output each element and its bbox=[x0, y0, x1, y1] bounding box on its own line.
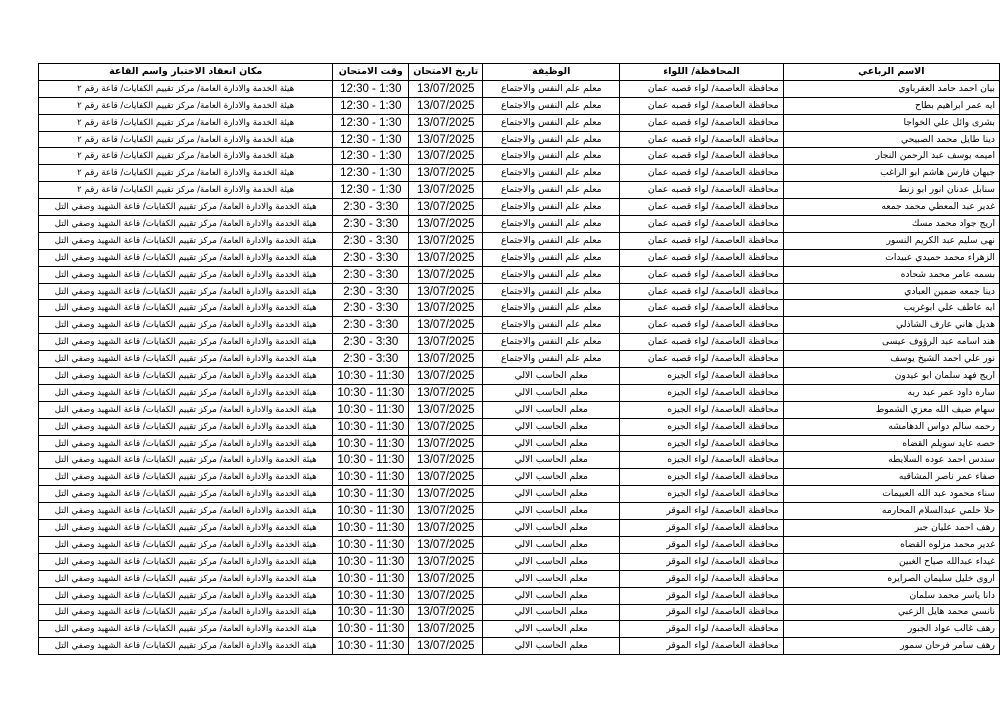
cell-time: 10:30 - 11:30 bbox=[333, 368, 409, 385]
cell-governorate: محافظة العاصمة/ لواء قصبه عمان bbox=[620, 165, 783, 182]
table-row bbox=[39, 300, 1000, 317]
header-date: تاريخ الامتحان bbox=[409, 64, 483, 81]
cell-name: نور علي احمد الشيخ يوسف bbox=[783, 351, 999, 368]
cell-name: نهى سليم عبد الكريم النسور bbox=[783, 232, 999, 249]
cell-name: بيان احمد حامد العقرباوي bbox=[783, 80, 999, 97]
cell-job: معلم الحاسب الالي bbox=[483, 368, 620, 385]
cell-job: معلم الحاسب الالي bbox=[483, 486, 620, 503]
table-row bbox=[39, 435, 1000, 452]
cell-name: دانا ياسر محمد سلمان bbox=[783, 587, 999, 604]
cell-name: سنابل عدنان انور ابو زنط bbox=[783, 182, 999, 199]
table-row bbox=[39, 317, 1000, 334]
cell-date: 13/07/2025 bbox=[409, 182, 483, 199]
cell-governorate: محافظة العاصمة/ لواء الموقر bbox=[620, 553, 783, 570]
cell-governorate: محافظة العاصمة/ لواء قصبه عمان bbox=[620, 182, 783, 199]
cell-job: معلم الحاسب الالي bbox=[483, 587, 620, 604]
cell-time: 10:30 - 11:30 bbox=[333, 469, 409, 486]
table-row bbox=[39, 232, 1000, 249]
cell-name: الزهراء محمد حميدي عبيدات bbox=[783, 249, 999, 266]
cell-date: 13/07/2025 bbox=[409, 587, 483, 604]
table-row bbox=[39, 638, 1000, 655]
cell-time: 10:30 - 11:30 bbox=[333, 553, 409, 570]
cell-name: غدير محمد مزلوه القضاه bbox=[783, 536, 999, 553]
table-row bbox=[39, 114, 1000, 131]
table-row bbox=[39, 334, 1000, 351]
table-row bbox=[39, 351, 1000, 368]
cell-venue: هيئة الخدمة والادارة العامة/ مركز تقييم الكفايات/ قاعة الشهيد وصفي التل bbox=[39, 368, 333, 385]
cell-governorate: محافظة العاصمة/ لواء الجيزه bbox=[620, 401, 783, 418]
cell-name: دينا جمعه ضمين العبادي bbox=[783, 283, 999, 300]
cell-time: 2:30 - 3:30 bbox=[333, 266, 409, 283]
cell-time: 2:30 - 3:30 bbox=[333, 317, 409, 334]
cell-governorate: محافظة العاصمة/ لواء قصبه عمان bbox=[620, 351, 783, 368]
cell-venue: هيئة الخدمة والادارة العامة/ مركز تقييم الكفايات/ قاعة رقم ٢ bbox=[39, 165, 333, 182]
cell-venue: هيئة الخدمة والادارة العامة/ مركز تقييم الكفايات/ قاعة الشهيد وصفي التل bbox=[39, 553, 333, 570]
cell-governorate: محافظة العاصمة/ لواء الموقر bbox=[620, 587, 783, 604]
cell-date: 13/07/2025 bbox=[409, 503, 483, 520]
cell-date: 13/07/2025 bbox=[409, 536, 483, 553]
cell-venue: هيئة الخدمة والادارة العامة/ مركز تقييم الكفايات/ قاعة الشهيد وصفي التل bbox=[39, 418, 333, 435]
cell-job: معلم الحاسب الالي bbox=[483, 452, 620, 469]
cell-job: معلم الحاسب الالي bbox=[483, 418, 620, 435]
cell-governorate: محافظة العاصمة/ لواء الموقر bbox=[620, 604, 783, 621]
cell-governorate: محافظة العاصمة/ لواء الموقر bbox=[620, 570, 783, 587]
cell-time: 2:30 - 3:30 bbox=[333, 216, 409, 233]
cell-governorate: محافظة العاصمة/ لواء قصبه عمان bbox=[620, 199, 783, 216]
cell-date: 13/07/2025 bbox=[409, 114, 483, 131]
cell-time: 2:30 - 3:30 bbox=[333, 249, 409, 266]
cell-venue: هيئة الخدمة والادارة العامة/ مركز تقييم الكفايات/ قاعة الشهيد وصفي التل bbox=[39, 401, 333, 418]
cell-name: ايه عاطف علي ابوغريب bbox=[783, 300, 999, 317]
cell-job: معلم الحاسب الالي bbox=[483, 384, 620, 401]
cell-date: 13/07/2025 bbox=[409, 553, 483, 570]
cell-date: 13/07/2025 bbox=[409, 199, 483, 216]
cell-job: معلم علم النفس والاجتماع bbox=[483, 182, 620, 199]
cell-time: 10:30 - 11:30 bbox=[333, 520, 409, 537]
cell-name: رحمه سالم دواس الدهامشه bbox=[783, 418, 999, 435]
cell-job: معلم علم النفس والاجتماع bbox=[483, 131, 620, 148]
cell-date: 13/07/2025 bbox=[409, 148, 483, 165]
cell-job: معلم علم النفس والاجتماع bbox=[483, 351, 620, 368]
cell-venue: هيئة الخدمة والادارة العامة/ مركز تقييم الكفايات/ قاعة رقم ٢ bbox=[39, 114, 333, 131]
cell-job: معلم علم النفس والاجتماع bbox=[483, 334, 620, 351]
cell-date: 13/07/2025 bbox=[409, 418, 483, 435]
cell-name: هديل هاني عارف الشاذلي bbox=[783, 317, 999, 334]
cell-time: 10:30 - 11:30 bbox=[333, 384, 409, 401]
header-governorate: المحافظة/ اللواء bbox=[620, 64, 783, 81]
table-row bbox=[39, 486, 1000, 503]
cell-time: 2:30 - 3:30 bbox=[333, 232, 409, 249]
cell-name: سهام ضيف الله معزي الشموط bbox=[783, 401, 999, 418]
header-venue: مكان انعقاد الاختبار واسم القاعة bbox=[39, 64, 333, 81]
header-name: الاسم الرباعي bbox=[783, 64, 999, 81]
cell-date: 13/07/2025 bbox=[409, 283, 483, 300]
cell-venue: هيئة الخدمة والادارة العامة/ مركز تقييم الكفايات/ قاعة رقم ٢ bbox=[39, 182, 333, 199]
cell-name: حلا حلمي عبدالسلام المحارمه bbox=[783, 503, 999, 520]
cell-time: 10:30 - 11:30 bbox=[333, 570, 409, 587]
table-row bbox=[39, 621, 1000, 638]
cell-governorate: محافظة العاصمة/ لواء الجيزه bbox=[620, 368, 783, 385]
cell-name: جيهان فارس هاشم ابو الراغب bbox=[783, 165, 999, 182]
cell-job: معلم علم النفس والاجتماع bbox=[483, 216, 620, 233]
cell-job: معلم علم النفس والاجتماع bbox=[483, 249, 620, 266]
header-time: وقت الامتحان bbox=[333, 64, 409, 81]
cell-venue: هيئة الخدمة والادارة العامة/ مركز تقييم الكفايات/ قاعة الشهيد وصفي التل bbox=[39, 520, 333, 537]
cell-job: معلم الحاسب الالي bbox=[483, 469, 620, 486]
table-row bbox=[39, 216, 1000, 233]
cell-job: معلم علم النفس والاجتماع bbox=[483, 165, 620, 182]
cell-time: 10:30 - 11:30 bbox=[333, 486, 409, 503]
cell-name: حصه عايد سويلم القضاه bbox=[783, 435, 999, 452]
table-row bbox=[39, 182, 1000, 199]
exam-schedule-sheet bbox=[38, 63, 1000, 655]
cell-governorate: محافظة العاصمة/ لواء الموقر bbox=[620, 520, 783, 537]
cell-time: 10:30 - 11:30 bbox=[333, 452, 409, 469]
cell-venue: هيئة الخدمة والادارة العامة/ مركز تقييم الكفايات/ قاعة الشهيد وصفي التل bbox=[39, 216, 333, 233]
cell-venue: هيئة الخدمة والادارة العامة/ مركز تقييم الكفايات/ قاعة الشهيد وصفي التل bbox=[39, 266, 333, 283]
cell-venue: هيئة الخدمة والادارة العامة/ مركز تقييم الكفايات/ قاعة رقم ٢ bbox=[39, 148, 333, 165]
cell-time: 10:30 - 11:30 bbox=[333, 587, 409, 604]
cell-job: معلم الحاسب الالي bbox=[483, 503, 620, 520]
cell-date: 13/07/2025 bbox=[409, 486, 483, 503]
cell-time: 12:30 - 1:30 bbox=[333, 114, 409, 131]
cell-date: 13/07/2025 bbox=[409, 435, 483, 452]
cell-job: معلم الحاسب الالي bbox=[483, 638, 620, 655]
cell-venue: هيئة الخدمة والادارة العامة/ مركز تقييم الكفايات/ قاعة الشهيد وصفي التل bbox=[39, 570, 333, 587]
cell-date: 13/07/2025 bbox=[409, 570, 483, 587]
cell-date: 13/07/2025 bbox=[409, 520, 483, 537]
cell-date: 13/07/2025 bbox=[409, 249, 483, 266]
cell-job: معلم الحاسب الالي bbox=[483, 520, 620, 537]
cell-name: بسمه عامر محمد شحاده bbox=[783, 266, 999, 283]
table-row bbox=[39, 452, 1000, 469]
table-row bbox=[39, 368, 1000, 385]
cell-venue: هيئة الخدمة والادارة العامة/ مركز تقييم الكفايات/ قاعة الشهيد وصفي التل bbox=[39, 199, 333, 216]
cell-time: 12:30 - 1:30 bbox=[333, 80, 409, 97]
table-row bbox=[39, 165, 1000, 182]
table-row bbox=[39, 199, 1000, 216]
cell-job: معلم علم النفس والاجتماع bbox=[483, 266, 620, 283]
cell-venue: هيئة الخدمة والادارة العامة/ مركز تقييم الكفايات/ قاعة الشهيد وصفي التل bbox=[39, 604, 333, 621]
cell-governorate: محافظة العاصمة/ لواء قصبه عمان bbox=[620, 266, 783, 283]
cell-date: 13/07/2025 bbox=[409, 165, 483, 182]
cell-time: 12:30 - 1:30 bbox=[333, 165, 409, 182]
cell-venue: هيئة الخدمة والادارة العامة/ مركز تقييم الكفايات/ قاعة رقم ٢ bbox=[39, 97, 333, 114]
table-row bbox=[39, 283, 1000, 300]
cell-name: دينا طايل محمد الصبيحي bbox=[783, 131, 999, 148]
cell-date: 13/07/2025 bbox=[409, 469, 483, 486]
cell-time: 10:30 - 11:30 bbox=[333, 435, 409, 452]
cell-venue: هيئة الخدمة والادارة العامة/ مركز تقييم الكفايات/ قاعة الشهيد وصفي التل bbox=[39, 469, 333, 486]
cell-name: غيداء عبدالله صياح الغبين bbox=[783, 553, 999, 570]
cell-governorate: محافظة العاصمة/ لواء قصبه عمان bbox=[620, 317, 783, 334]
cell-date: 13/07/2025 bbox=[409, 384, 483, 401]
table-row bbox=[39, 418, 1000, 435]
cell-time: 10:30 - 11:30 bbox=[333, 638, 409, 655]
cell-date: 13/07/2025 bbox=[409, 638, 483, 655]
cell-job: معلم علم النفس والاجتماع bbox=[483, 317, 620, 334]
cell-job: معلم علم النفس والاجتماع bbox=[483, 114, 620, 131]
cell-job: معلم علم النفس والاجتماع bbox=[483, 232, 620, 249]
cell-job: معلم علم النفس والاجتماع bbox=[483, 300, 620, 317]
table-body bbox=[39, 80, 1000, 654]
cell-venue: هيئة الخدمة والادارة العامة/ مركز تقييم الكفايات/ قاعة الشهيد وصفي التل bbox=[39, 334, 333, 351]
cell-venue: هيئة الخدمة والادارة العامة/ مركز تقييم الكفايات/ قاعة الشهيد وصفي التل bbox=[39, 351, 333, 368]
cell-governorate: محافظة العاصمة/ لواء قصبه عمان bbox=[620, 216, 783, 233]
cell-governorate: محافظة العاصمة/ لواء الجيزه bbox=[620, 452, 783, 469]
cell-governorate: محافظة العاصمة/ لواء قصبه عمان bbox=[620, 114, 783, 131]
cell-venue: هيئة الخدمة والادارة العامة/ مركز تقييم الكفايات/ قاعة الشهيد وصفي التل bbox=[39, 384, 333, 401]
cell-date: 13/07/2025 bbox=[409, 266, 483, 283]
cell-governorate: محافظة العاصمة/ لواء الموقر bbox=[620, 638, 783, 655]
cell-name: ايه عمر ابراهيم بطاح bbox=[783, 97, 999, 114]
table-row bbox=[39, 604, 1000, 621]
cell-name: رهف احمد عليان جبر bbox=[783, 520, 999, 537]
cell-governorate: محافظة العاصمة/ لواء قصبه عمان bbox=[620, 131, 783, 148]
cell-governorate: محافظة العاصمة/ لواء الجيزه bbox=[620, 486, 783, 503]
cell-job: معلم الحاسب الالي bbox=[483, 553, 620, 570]
cell-name: رهف سامر فرحان سمور bbox=[783, 638, 999, 655]
cell-job: معلم الحاسب الالي bbox=[483, 435, 620, 452]
cell-venue: هيئة الخدمة والادارة العامة/ مركز تقييم الكفايات/ قاعة الشهيد وصفي التل bbox=[39, 452, 333, 469]
table-row bbox=[39, 536, 1000, 553]
table-row bbox=[39, 97, 1000, 114]
table-row bbox=[39, 587, 1000, 604]
cell-governorate: محافظة العاصمة/ لواء الموقر bbox=[620, 503, 783, 520]
cell-name: نانسي محمد هايل الزعبي bbox=[783, 604, 999, 621]
cell-venue: هيئة الخدمة والادارة العامة/ مركز تقييم الكفايات/ قاعة الشهيد وصفي التل bbox=[39, 587, 333, 604]
cell-date: 13/07/2025 bbox=[409, 131, 483, 148]
cell-governorate: محافظة العاصمة/ لواء قصبه عمان bbox=[620, 283, 783, 300]
cell-governorate: محافظة العاصمة/ لواء قصبه عمان bbox=[620, 148, 783, 165]
cell-governorate: محافظة العاصمة/ لواء الموقر bbox=[620, 536, 783, 553]
cell-time: 12:30 - 1:30 bbox=[333, 131, 409, 148]
cell-governorate: محافظة العاصمة/ لواء قصبه عمان bbox=[620, 232, 783, 249]
cell-venue: هيئة الخدمة والادارة العامة/ مركز تقييم الكفايات/ قاعة الشهيد وصفي التل bbox=[39, 486, 333, 503]
table-row bbox=[39, 131, 1000, 148]
cell-time: 12:30 - 1:30 bbox=[333, 182, 409, 199]
cell-job: معلم الحاسب الالي bbox=[483, 621, 620, 638]
cell-date: 13/07/2025 bbox=[409, 97, 483, 114]
cell-governorate: محافظة العاصمة/ لواء الموقر bbox=[620, 621, 783, 638]
cell-governorate: محافظة العاصمة/ لواء قصبه عمان bbox=[620, 97, 783, 114]
cell-time: 10:30 - 11:30 bbox=[333, 621, 409, 638]
cell-date: 13/07/2025 bbox=[409, 334, 483, 351]
table-row bbox=[39, 266, 1000, 283]
cell-name: سناء محمود عبد الله العبيمات bbox=[783, 486, 999, 503]
cell-governorate: محافظة العاصمة/ لواء الجيزه bbox=[620, 384, 783, 401]
cell-date: 13/07/2025 bbox=[409, 401, 483, 418]
cell-name: صفاء عمر ناصر المشاقبه bbox=[783, 469, 999, 486]
cell-venue: هيئة الخدمة والادارة العامة/ مركز تقييم الكفايات/ قاعة الشهيد وصفي التل bbox=[39, 283, 333, 300]
cell-date: 13/07/2025 bbox=[409, 80, 483, 97]
cell-name: اريج جواد محمد مسك bbox=[783, 216, 999, 233]
cell-venue: هيئة الخدمة والادارة العامة/ مركز تقييم الكفايات/ قاعة رقم ٢ bbox=[39, 80, 333, 97]
cell-job: معلم علم النفس والاجتماع bbox=[483, 97, 620, 114]
cell-time: 10:30 - 11:30 bbox=[333, 536, 409, 553]
table-row bbox=[39, 401, 1000, 418]
cell-date: 13/07/2025 bbox=[409, 216, 483, 233]
cell-governorate: محافظة العاصمة/ لواء قصبه عمان bbox=[620, 249, 783, 266]
cell-job: معلم الحاسب الالي bbox=[483, 401, 620, 418]
table-row bbox=[39, 148, 1000, 165]
table-row bbox=[39, 553, 1000, 570]
cell-job: معلم علم النفس والاجتماع bbox=[483, 283, 620, 300]
table-row bbox=[39, 570, 1000, 587]
cell-date: 13/07/2025 bbox=[409, 621, 483, 638]
cell-venue: هيئة الخدمة والادارة العامة/ مركز تقييم الكفايات/ قاعة الشهيد وصفي التل bbox=[39, 638, 333, 655]
cell-name: رهف غالب عواد الجبور bbox=[783, 621, 999, 638]
cell-time: 10:30 - 11:30 bbox=[333, 503, 409, 520]
cell-time: 10:30 - 11:30 bbox=[333, 604, 409, 621]
cell-date: 13/07/2025 bbox=[409, 452, 483, 469]
cell-venue: هيئة الخدمة والادارة العامة/ مركز تقييم الكفايات/ قاعة الشهيد وصفي التل bbox=[39, 232, 333, 249]
cell-governorate: محافظة العاصمة/ لواء الجيزه bbox=[620, 469, 783, 486]
cell-time: 2:30 - 3:30 bbox=[333, 351, 409, 368]
cell-date: 13/07/2025 bbox=[409, 604, 483, 621]
table-row bbox=[39, 249, 1000, 266]
cell-time: 2:30 - 3:30 bbox=[333, 300, 409, 317]
cell-job: معلم علم النفس والاجتماع bbox=[483, 199, 620, 216]
cell-time: 2:30 - 3:30 bbox=[333, 283, 409, 300]
cell-venue: هيئة الخدمة والادارة العامة/ مركز تقييم الكفايات/ قاعة الشهيد وصفي التل bbox=[39, 503, 333, 520]
cell-governorate: محافظة العاصمة/ لواء الجيزه bbox=[620, 418, 783, 435]
header-job: الوظيفة bbox=[483, 64, 620, 81]
cell-date: 13/07/2025 bbox=[409, 368, 483, 385]
cell-date: 13/07/2025 bbox=[409, 232, 483, 249]
cell-job: معلم الحاسب الالي bbox=[483, 570, 620, 587]
cell-venue: هيئة الخدمة والادارة العامة/ مركز تقييم الكفايات/ قاعة الشهيد وصفي التل bbox=[39, 621, 333, 638]
cell-venue: هيئة الخدمة والادارة العامة/ مركز تقييم الكفايات/ قاعة رقم ٢ bbox=[39, 131, 333, 148]
cell-venue: هيئة الخدمة والادارة العامة/ مركز تقييم الكفايات/ قاعة الشهيد وصفي التل bbox=[39, 435, 333, 452]
cell-name: غدير عبد المعطي محمد جمعه bbox=[783, 199, 999, 216]
cell-time: 10:30 - 11:30 bbox=[333, 418, 409, 435]
table-row bbox=[39, 469, 1000, 486]
cell-name: بشرى وائل علي الخواجا bbox=[783, 114, 999, 131]
cell-name: اميمه يوسف عبد الرحمن النجار bbox=[783, 148, 999, 165]
cell-job: معلم علم النفس والاجتماع bbox=[483, 148, 620, 165]
cell-name: اروى خليل سليمان الصرايره bbox=[783, 570, 999, 587]
table-row bbox=[39, 520, 1000, 537]
cell-time: 2:30 - 3:30 bbox=[333, 199, 409, 216]
cell-time: 12:30 - 1:30 bbox=[333, 97, 409, 114]
header-row bbox=[39, 64, 1000, 81]
cell-date: 13/07/2025 bbox=[409, 351, 483, 368]
cell-job: معلم الحاسب الالي bbox=[483, 536, 620, 553]
cell-job: معلم الحاسب الالي bbox=[483, 604, 620, 621]
cell-venue: هيئة الخدمة والادارة العامة/ مركز تقييم الكفايات/ قاعة الشهيد وصفي التل bbox=[39, 249, 333, 266]
cell-venue: هيئة الخدمة والادارة العامة/ مركز تقييم الكفايات/ قاعة الشهيد وصفي التل bbox=[39, 300, 333, 317]
table-row bbox=[39, 503, 1000, 520]
cell-name: سندس احمد عوده السلايطه bbox=[783, 452, 999, 469]
cell-date: 13/07/2025 bbox=[409, 317, 483, 334]
cell-name: ساره داود عمر عبد ربه bbox=[783, 384, 999, 401]
cell-date: 13/07/2025 bbox=[409, 300, 483, 317]
cell-venue: هيئة الخدمة والادارة العامة/ مركز تقييم الكفايات/ قاعة الشهيد وصفي التل bbox=[39, 536, 333, 553]
cell-time: 12:30 - 1:30 bbox=[333, 148, 409, 165]
cell-name: هند اسامه عبد الرؤوف عيسى bbox=[783, 334, 999, 351]
cell-governorate: محافظة العاصمة/ لواء قصبه عمان bbox=[620, 334, 783, 351]
table-row bbox=[39, 80, 1000, 97]
cell-time: 2:30 - 3:30 bbox=[333, 334, 409, 351]
cell-time: 10:30 - 11:30 bbox=[333, 401, 409, 418]
cell-governorate: محافظة العاصمة/ لواء قصبه عمان bbox=[620, 300, 783, 317]
cell-governorate: محافظة العاصمة/ لواء الجيزه bbox=[620, 435, 783, 452]
cell-name: اريج فهد سلمان ابو عيدون bbox=[783, 368, 999, 385]
cell-governorate: محافظة العاصمة/ لواء قصبه عمان bbox=[620, 80, 783, 97]
cell-venue: هيئة الخدمة والادارة العامة/ مركز تقييم الكفايات/ قاعة الشهيد وصفي التل bbox=[39, 317, 333, 334]
table-row bbox=[39, 384, 1000, 401]
exam-schedule-table bbox=[38, 63, 1000, 655]
cell-job: معلم علم النفس والاجتماع bbox=[483, 80, 620, 97]
